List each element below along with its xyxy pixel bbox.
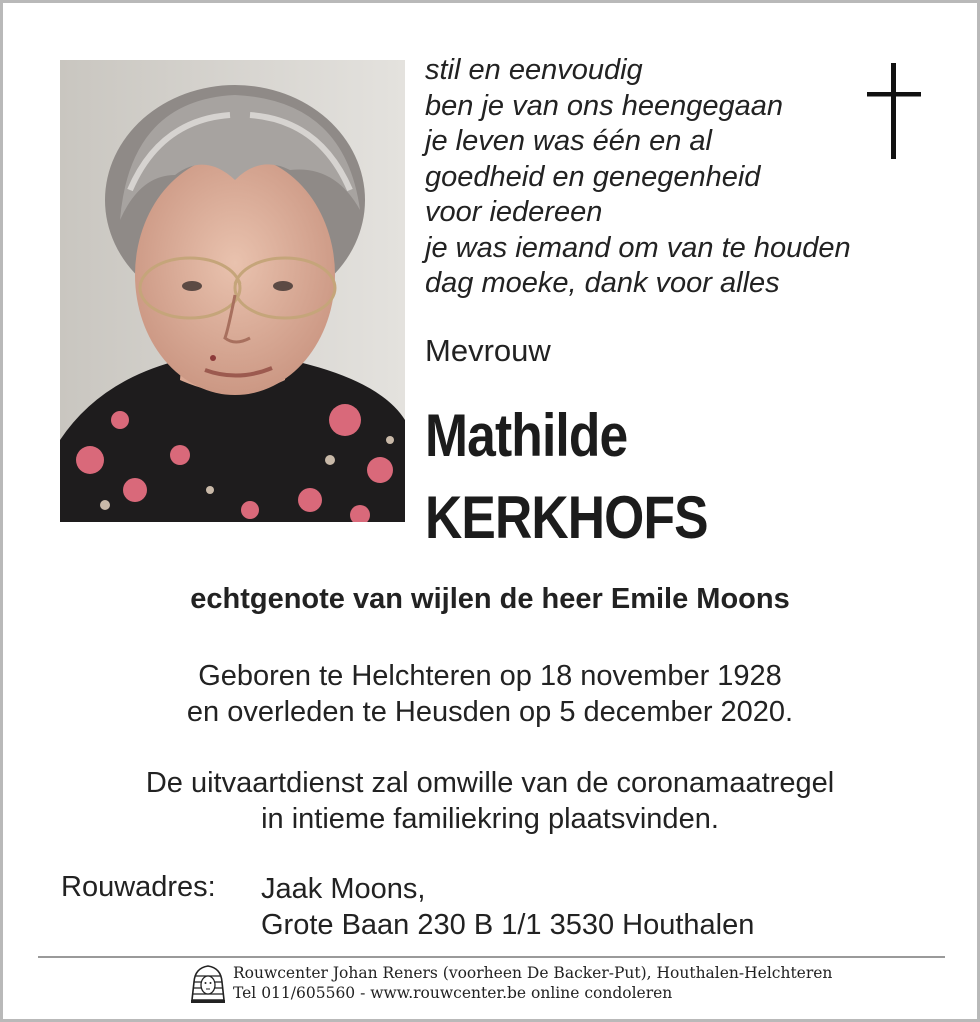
poem-line: voor iedereen [425, 196, 603, 228]
funeral-home-name: Rouwcenter Johan Reners (voorheen De Backer-Put), Houthalen-Helchteren [233, 964, 833, 982]
poem [425, 53, 925, 302]
latin-cross-icon [865, 63, 925, 163]
spouse-line: echtgenote van wijlen de heer Emile Moons [190, 583, 790, 615]
poem-line: je leven was één en al [425, 125, 712, 157]
died-line: en overleden te Heusden op 5 december 2020. [186, 696, 794, 728]
poem-line: ben je van ons heengegaan [425, 89, 783, 122]
poem-line: stil en eenvoudig [425, 54, 643, 86]
deceased-last-name: KERKHOFS [425, 484, 708, 551]
footer-divider [38, 956, 945, 958]
poem-line: je was iemand om van te houden [425, 231, 851, 264]
address-street: Grote Baan 230 B 1/1 3530 Houthalen [261, 909, 755, 941]
funeral-home-contact: Tel 011/605560 - www.rouwcenter.be online condoleren [233, 984, 673, 1002]
birth-death-info [3, 658, 977, 730]
funeral-home-info [233, 963, 832, 1003]
funeral-line-1: De uitvaartdienst zal omwille van de coronamaatregel [145, 767, 835, 799]
born-line: Geboren te Helchteren op 18 november 1928 [198, 660, 782, 692]
poem-line: goedheid en genegenheid [425, 160, 761, 193]
funeral-notice [3, 765, 977, 837]
mourning-address [261, 871, 754, 943]
funeral-line-2: in intieme familiekring plaatsvinden. [261, 803, 719, 835]
address-label: Rouwadres: [61, 871, 216, 903]
poem-line: dag moeke, dank voor alles [425, 267, 780, 299]
portrait-photo [60, 60, 405, 522]
pharaoh-head-logo-icon [189, 964, 227, 1004]
deceased-first-name: Mathilde [425, 402, 628, 469]
address-name: Jaak Moons, [261, 873, 426, 905]
title-prefix: Mevrouw [425, 333, 551, 368]
